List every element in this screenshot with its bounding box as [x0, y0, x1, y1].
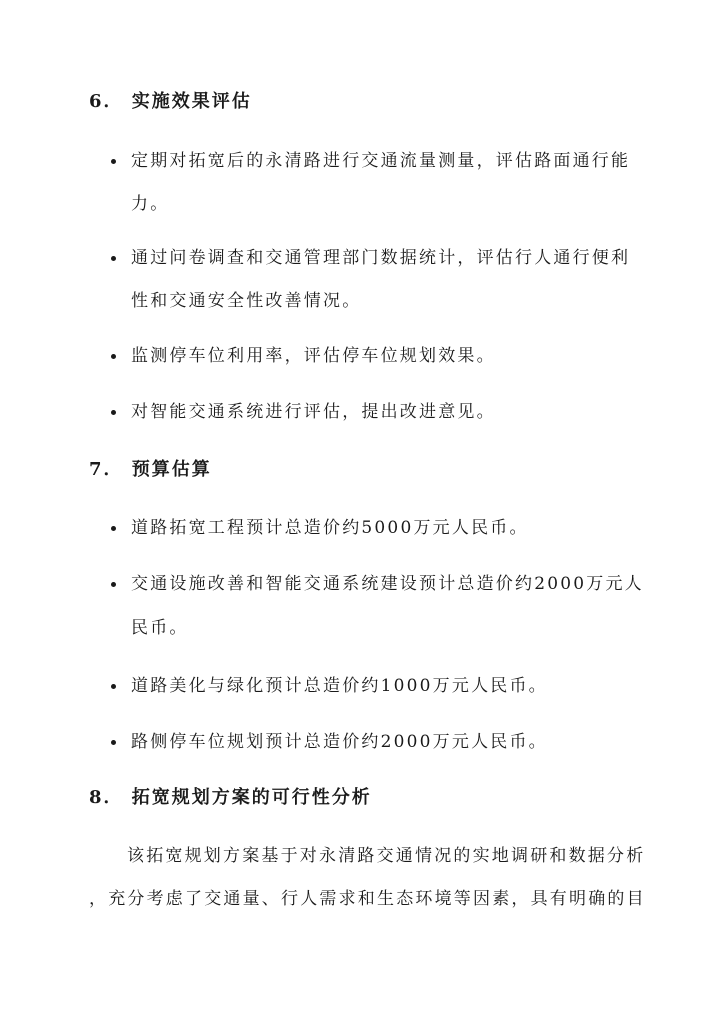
list-item-continuation: 力。: [131, 194, 170, 214]
paragraph-line: 该拓宽规划方案基于对永清路交通情况的实地调研和数据分析: [127, 846, 646, 866]
bullet-icon: [111, 582, 116, 587]
section-heading-8: 8． 拓宽规划方案的可行性分析: [89, 787, 372, 808]
paragraph-line: ，充分考虑了交通量、行人需求和生态环境等因素，具有明确的目: [89, 889, 646, 909]
list-item-text: 监测停车位利用率，评估停车位规划效果。: [131, 346, 496, 366]
bullet-icon: [111, 740, 116, 745]
bullet-icon: [111, 684, 116, 689]
bullet-icon: [111, 354, 116, 359]
bullet-icon: [111, 256, 116, 261]
list-item-text: 定期对拓宽后的永清路进行交通流量测量，评估路面通行能: [131, 151, 631, 171]
list-item-text: 道路美化与绿化预计总造价约1000万元人民币。: [131, 676, 548, 696]
bullet-icon: [111, 526, 116, 531]
section-heading-7: 7． 预算估算: [89, 459, 212, 480]
list-item-text: 对智能交通系统进行评估，提出改进意见。: [131, 402, 496, 422]
bullet-icon: [111, 410, 116, 415]
bullet-icon: [111, 159, 116, 164]
section-heading-6: 6． 实施效果评估: [89, 91, 252, 112]
list-item-continuation: 民币。: [131, 618, 189, 638]
list-item-text: 路侧停车位规划预计总造价约2000万元人民币。: [131, 732, 548, 752]
list-item-text: 通过问卷调查和交通管理部门数据统计，评估行人通行便利: [131, 248, 631, 268]
list-item-text: 交通设施改善和智能交通系统建设预计总造价约2000万元人: [131, 574, 644, 594]
list-item-text: 道路拓宽工程预计总造价约5000万元人民币。: [131, 518, 529, 538]
list-item-continuation: 性和交通安全性改善情况。: [131, 291, 362, 311]
